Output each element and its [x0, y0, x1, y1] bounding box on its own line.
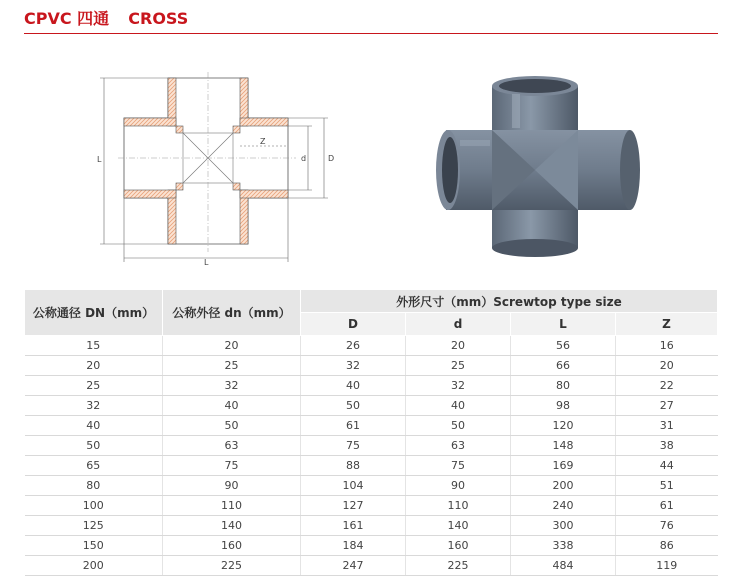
table-row — [25, 376, 718, 396]
table-cell: 20 — [406, 336, 511, 356]
title-english: CROSS — [128, 9, 189, 28]
table-cell: 25 — [406, 356, 511, 376]
table-cell: 184 — [301, 536, 406, 556]
dim-L-horizontal: L — [204, 258, 209, 266]
table-row — [25, 456, 718, 476]
table-cell: 16 — [616, 336, 718, 356]
table-cell: 50 — [301, 396, 406, 416]
table-cell: 338 — [511, 536, 616, 556]
table-cell: 200 — [511, 476, 616, 496]
table-cell: 50 — [25, 436, 163, 456]
table-cell: 140 — [406, 516, 511, 536]
table-cell: 25 — [163, 356, 301, 376]
wall-left-bottom — [124, 190, 176, 198]
table-cell: 50 — [406, 416, 511, 436]
table-cell: 484 — [511, 556, 616, 576]
table-cell: 148 — [511, 436, 616, 456]
table-cell: 104 — [301, 476, 406, 496]
header-l: L — [511, 313, 616, 336]
table-cell: 15 — [25, 336, 163, 356]
table-cell: 40 — [25, 416, 163, 436]
table-cell: 65 — [25, 456, 163, 476]
table-row — [25, 496, 718, 516]
table-cell: 225 — [163, 556, 301, 576]
table-cell: 125 — [25, 516, 163, 536]
table-cell: 32 — [301, 356, 406, 376]
table-cell: 63 — [163, 436, 301, 456]
title-divider — [24, 33, 718, 34]
table-cell: 66 — [511, 356, 616, 376]
wall-right-bottom — [240, 190, 288, 198]
table-row — [25, 476, 718, 496]
table-cell: 127 — [301, 496, 406, 516]
table-row — [25, 336, 718, 356]
table-cell: 100 — [25, 496, 163, 516]
table-row — [25, 416, 718, 436]
wall-right-top — [240, 118, 288, 126]
table-cell: 80 — [511, 376, 616, 396]
table-cell: 225 — [406, 556, 511, 576]
table-cell: 90 — [406, 476, 511, 496]
table-cell: 119 — [616, 556, 718, 576]
cross-fitting-photo — [434, 72, 642, 264]
table-cell: 26 — [301, 336, 406, 356]
table-cell: 160 — [406, 536, 511, 556]
table-cell: 75 — [163, 456, 301, 476]
header-d-inner: d — [406, 313, 511, 336]
table-cell: 50 — [163, 416, 301, 436]
table-cell: 31 — [616, 416, 718, 436]
title-prefix: CPVC 四通 — [24, 9, 110, 28]
table-cell: 200 — [25, 556, 163, 576]
table-cell: 40 — [163, 396, 301, 416]
header-z: Z — [616, 313, 718, 336]
table-cell: 32 — [406, 376, 511, 396]
table-cell: 86 — [616, 536, 718, 556]
table-cell: 61 — [616, 496, 718, 516]
dim-Z: Z — [260, 137, 266, 146]
table-cell: 120 — [511, 416, 616, 436]
table-cell: 150 — [25, 536, 163, 556]
table-cell: 20 — [616, 356, 718, 376]
table-row — [25, 436, 718, 456]
table-cell: 76 — [616, 516, 718, 536]
table-cell: 40 — [301, 376, 406, 396]
dim-D: D — [328, 154, 334, 163]
table-cell: 88 — [301, 456, 406, 476]
table-row — [25, 536, 718, 556]
table-row — [25, 356, 718, 376]
header-dimensions-group: 外形尺寸（mm）Screwtop type size — [301, 290, 718, 313]
table-row — [25, 556, 718, 576]
table-row — [25, 516, 718, 536]
table-cell: 75 — [406, 456, 511, 476]
header-dn: 公称通径 DN（mm） — [25, 290, 163, 336]
table-cell: 90 — [163, 476, 301, 496]
table-cell: 98 — [511, 396, 616, 416]
table-cell: 20 — [163, 336, 301, 356]
spec-table — [24, 289, 718, 576]
table-cell: 75 — [301, 436, 406, 456]
table-cell: 140 — [163, 516, 301, 536]
cross-section-drawing — [94, 70, 334, 266]
table-cell: 22 — [616, 376, 718, 396]
table-cell: 27 — [616, 396, 718, 416]
table-cell: 300 — [511, 516, 616, 536]
table-cell: 38 — [616, 436, 718, 456]
table-cell: 32 — [163, 376, 301, 396]
table-cell: 247 — [301, 556, 406, 576]
table-cell: 110 — [406, 496, 511, 516]
table-cell: 20 — [25, 356, 163, 376]
table-cell: 56 — [511, 336, 616, 356]
page-header — [24, 6, 718, 32]
table-cell: 61 — [301, 416, 406, 436]
table-cell: 40 — [406, 396, 511, 416]
header-outer-diameter: 公称外径 dn（mm） — [163, 290, 301, 336]
table-cell: 51 — [616, 476, 718, 496]
table-cell: 169 — [511, 456, 616, 476]
table-cell: 110 — [163, 496, 301, 516]
table-cell: 32 — [25, 396, 163, 416]
table-cell: 160 — [163, 536, 301, 556]
table-row — [25, 396, 718, 416]
dim-d: d — [301, 154, 307, 163]
header-d-outer: D — [301, 313, 406, 336]
dim-L-vertical: L — [97, 155, 102, 164]
table-cell: 80 — [25, 476, 163, 496]
table-cell: 63 — [406, 436, 511, 456]
table-cell: 161 — [301, 516, 406, 536]
table-cell: 44 — [616, 456, 718, 476]
wall-left-top — [124, 118, 176, 126]
table-cell: 240 — [511, 496, 616, 516]
table-cell: 25 — [25, 376, 163, 396]
